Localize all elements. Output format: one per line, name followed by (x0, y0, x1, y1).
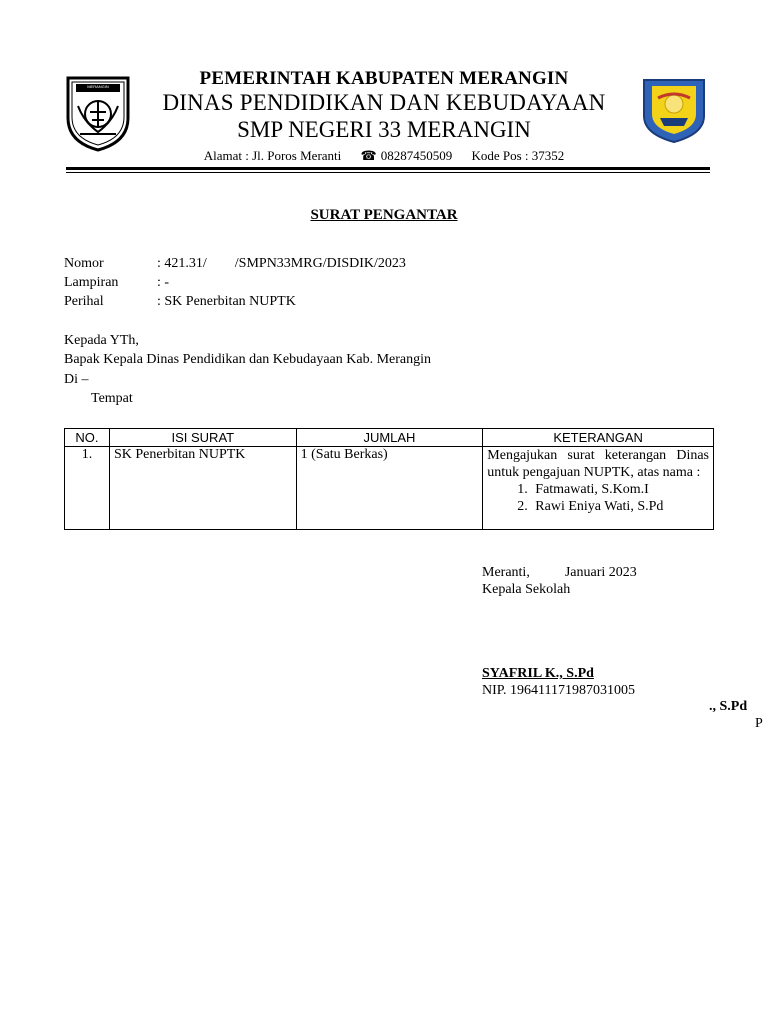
recipient-name: Bapak Kepala Dinas Pendidikan dan Kebudayaan Kab. Merangin (64, 352, 431, 367)
cell-no: 1. (65, 447, 110, 530)
clipped-text-1: ., S.Pd (709, 699, 748, 714)
letter-title: SURAT PENGANTAR (310, 207, 458, 223)
signer-name: SYAFRIL K., S.Pd (482, 666, 594, 681)
keterangan-names (487, 481, 709, 515)
header-jumlah: JUMLAH (296, 429, 483, 447)
place-date: Meranti, Januari 2023 (482, 565, 637, 580)
letterhead-rule-thick (66, 167, 710, 170)
clipped-text-2: P (755, 716, 763, 731)
cell-jumlah: 1 (Satu Berkas) (296, 447, 483, 530)
list-item: 1. Fatmawati, S.Kom.I (531, 481, 709, 498)
lampiran-value: : - (157, 275, 170, 290)
phone-text: 08287450509 (380, 148, 453, 163)
address-text: Alamat : Jl. Poros Meranti (203, 148, 342, 163)
letterhead-address-line (0, 148, 768, 164)
perihal-value: : SK Penerbitan NUPTK (157, 294, 296, 309)
header-no: NO. (65, 429, 110, 447)
table-row (65, 447, 714, 530)
letterhead-rule-thin (66, 172, 710, 173)
phone-icon: ☎ (360, 148, 377, 163)
left-logo-text: MERANGIN (87, 84, 109, 89)
cell-isi: SK Penerbitan NUPTK (109, 447, 296, 530)
recipient-salutation: Kepada YTh, (64, 333, 139, 348)
recipient-di: Di – (64, 372, 89, 387)
letter-table (64, 428, 714, 530)
perihal-label: Perihal (64, 294, 104, 309)
keterangan-text: Mengajukan surat keterangan Dinas untuk pengajuan NUPTK, atas nama : (487, 448, 709, 480)
nomor-label: Nomor (64, 256, 104, 271)
header-isi-surat: ISI SURAT (109, 429, 296, 447)
list-item: 2. Rawi Eniya Wati, S.Pd (531, 498, 709, 515)
lampiran-label: Lampiran (64, 275, 119, 290)
signer-position: Kepala Sekolah (482, 582, 571, 597)
letterhead-school: SMP NEGERI 33 MERANGIN (237, 117, 531, 142)
table-header-row (65, 429, 714, 447)
phone-group (361, 148, 453, 163)
nomor-value: : 421.31/ /SMPN33MRG/DISDIK/2023 (157, 256, 406, 271)
header-keterangan: KETERANGAN (483, 429, 714, 447)
signer-nip: NIP. 196411171987031005 (482, 683, 635, 698)
letterhead-government: PEMERINTAH KABUPATEN MERANGIN (199, 68, 569, 89)
recipient-place: Tempat (91, 391, 133, 406)
postal-text: Kode Pos : 37352 (471, 148, 565, 163)
letterhead-department: DINAS PENDIDIKAN DAN KEBUDAYAAN (162, 90, 606, 115)
cell-keterangan (483, 447, 714, 530)
